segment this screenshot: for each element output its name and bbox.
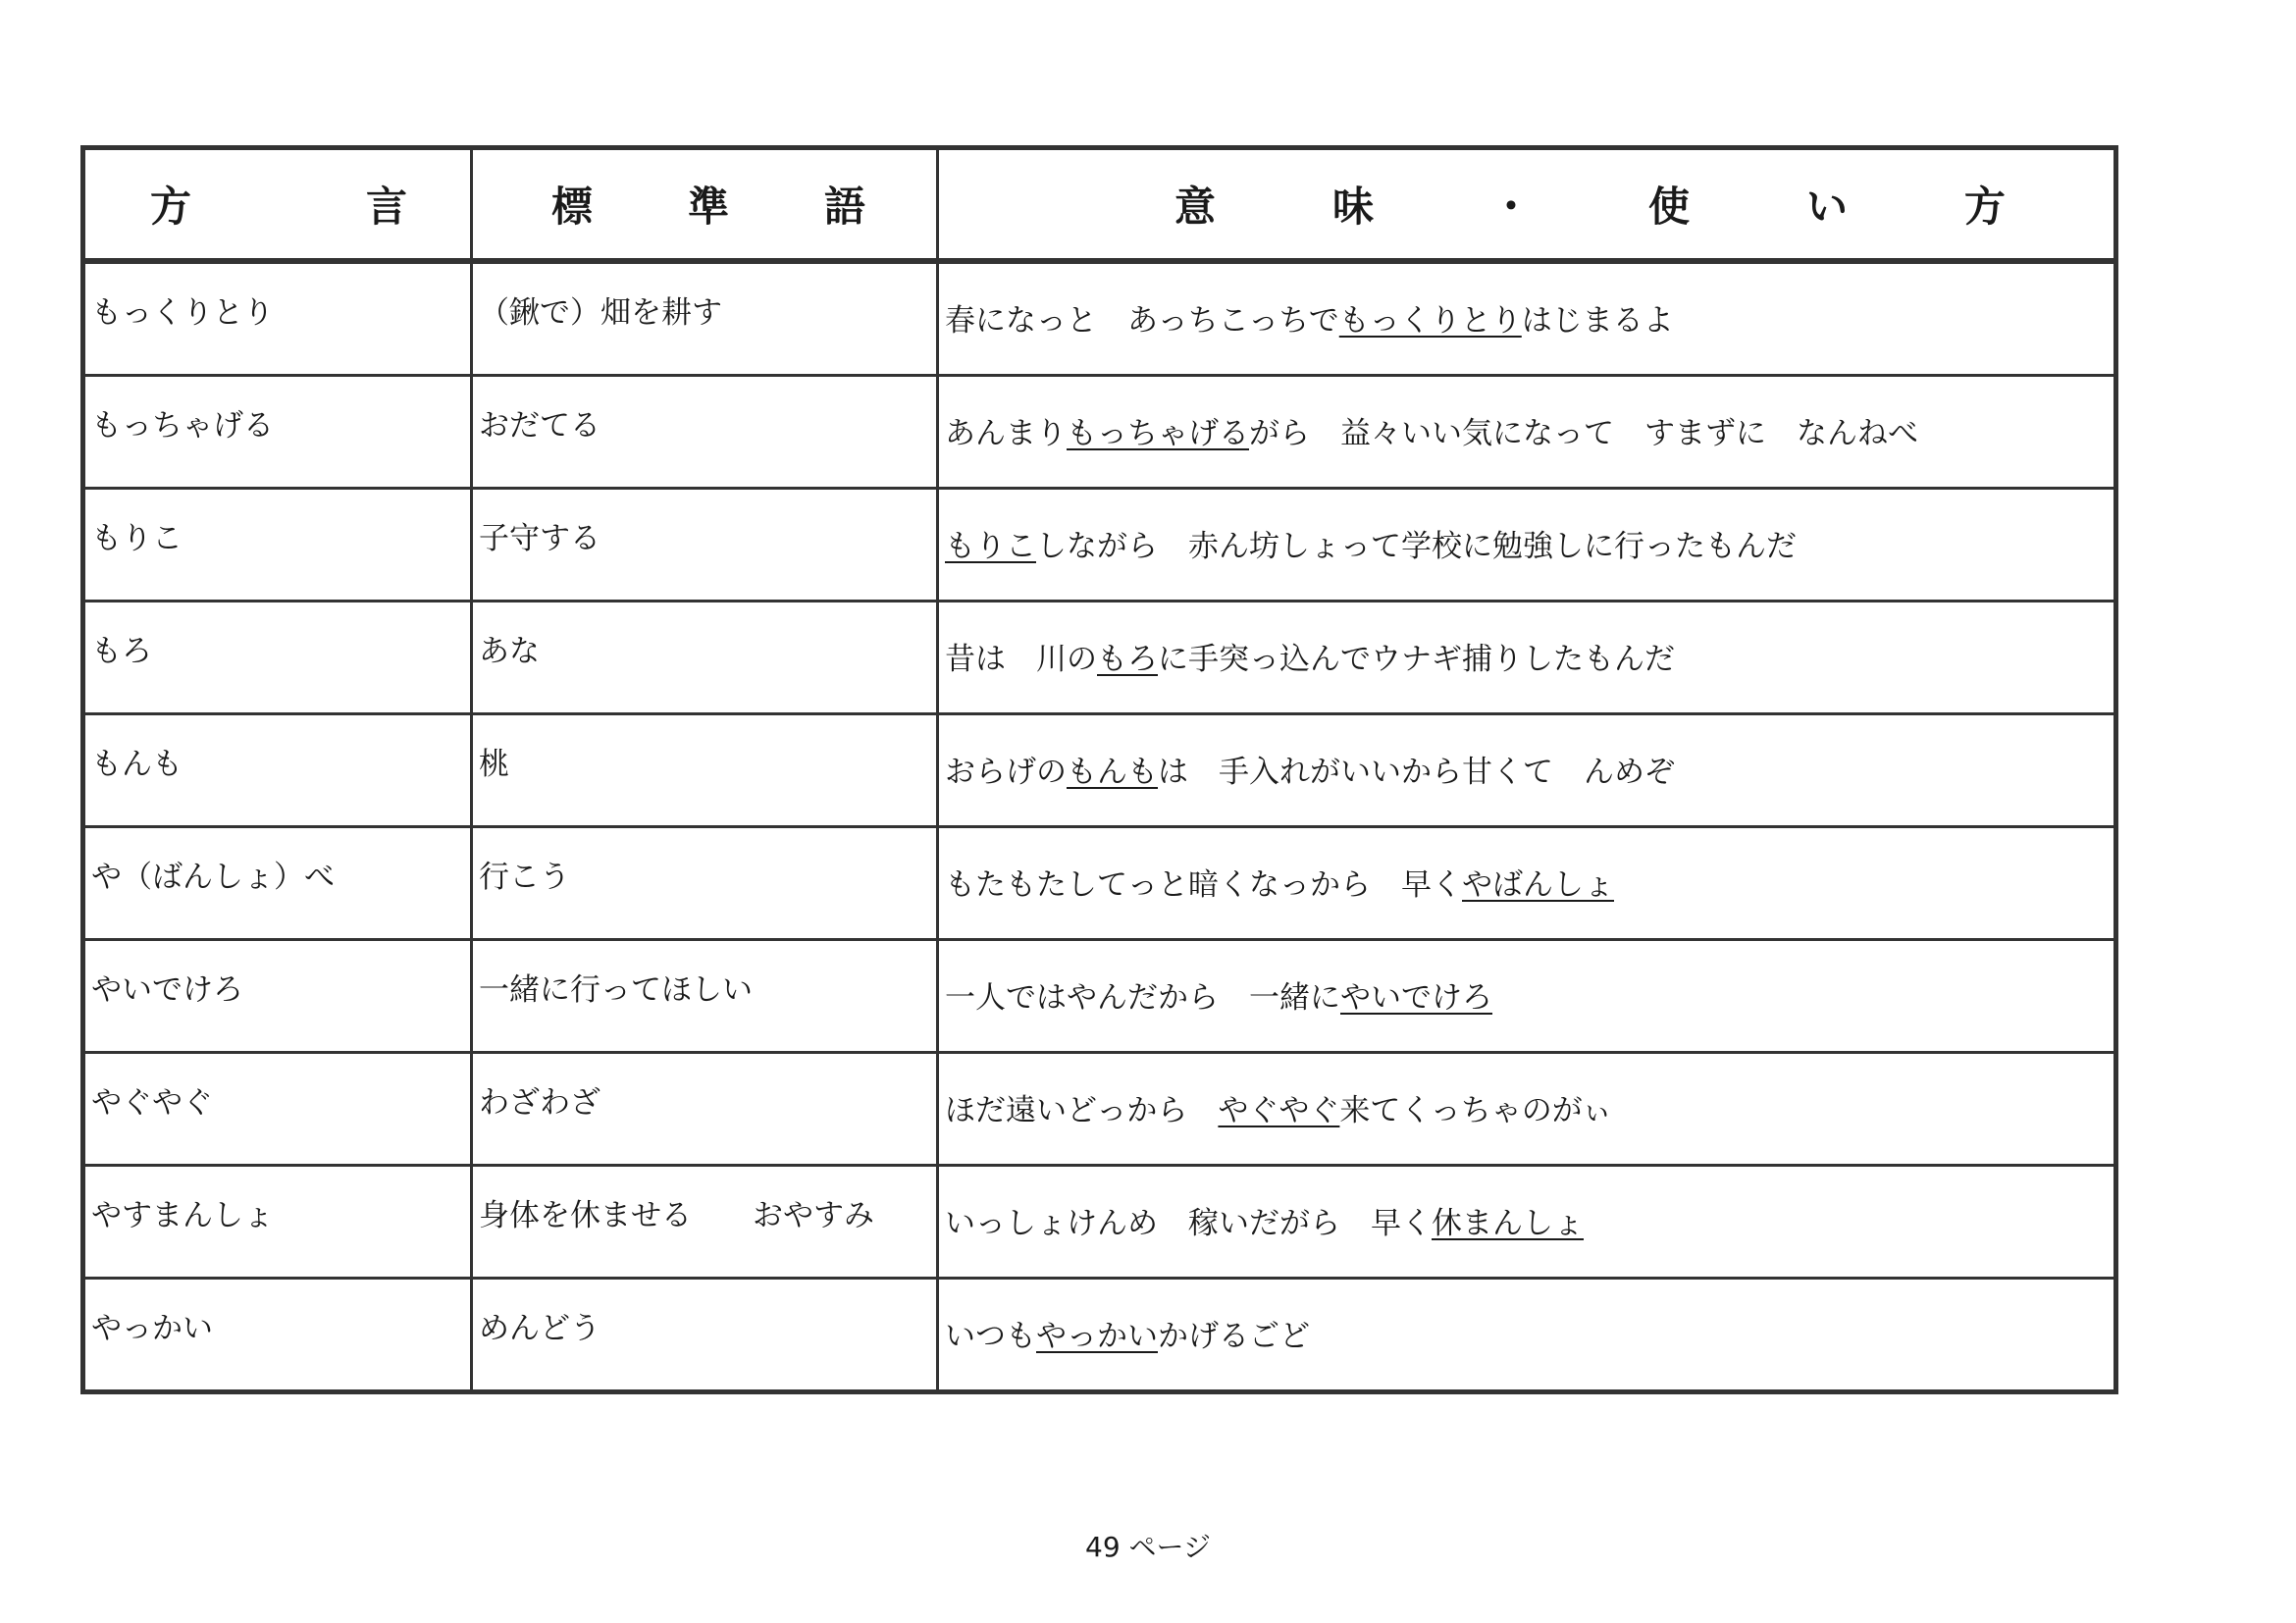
usage-term: やぐやぐ (1218, 1092, 1340, 1128)
standard-word: 桃 (479, 746, 509, 782)
header-char: 味 (1331, 183, 1374, 231)
usage-cell (938, 489, 2116, 602)
standard-word: あな (479, 633, 540, 669)
usage-term: もっくりとり (1338, 302, 1522, 339)
dialect-cell (83, 261, 472, 376)
usage-after: かげるごど (1158, 1318, 1310, 1354)
standard-cell (472, 940, 938, 1053)
header-dialect (83, 148, 472, 262)
usage-after: はじまるよ (1521, 302, 1674, 339)
standard-cell (472, 714, 938, 827)
usage-after: に手突っ込んでウナギ捕りしたもんだ (1158, 641, 1675, 677)
dialect-cell (83, 940, 472, 1053)
dialect-word: やっかい (91, 1310, 213, 1346)
standard-word: 一緒に行ってほしい (479, 971, 753, 1008)
standard-word: わざわざ (479, 1084, 600, 1121)
dialect-cell (83, 714, 472, 827)
dialect-word: もんも (91, 746, 183, 782)
header-usage (938, 148, 2116, 262)
usage-after: 来てくっちゃのがぃ (1339, 1092, 1613, 1128)
standard-cell (472, 1279, 938, 1392)
standard-cell (472, 602, 938, 714)
standard-word: 行こう (479, 859, 570, 895)
dialect-cell (83, 376, 472, 489)
usage-before: あんまり (945, 415, 1067, 451)
dialect-word: もっちゃげる (91, 407, 274, 444)
dialect-cell (83, 1279, 472, 1392)
usage-term: もっちゃげる (1067, 415, 1249, 451)
dialect-word: やいでけろ (91, 971, 243, 1008)
usage-before: もたもたしてっと暗くなっから 早く (945, 866, 1462, 903)
table-row (83, 489, 2116, 602)
usage-term: やいでけろ (1340, 979, 1492, 1016)
table-row (83, 261, 2116, 376)
page-number: 49 ページ (1085, 1531, 1211, 1563)
dialect-cell (83, 827, 472, 940)
table-row (83, 376, 2116, 489)
usage-cell (938, 261, 2116, 376)
header-char: 標 (551, 183, 594, 231)
usage-cell (938, 376, 2116, 489)
usage-term: やっかい (1036, 1318, 1158, 1354)
usage-before: 春になっと あっちこっちで (945, 302, 1339, 339)
usage-after: しながら 赤ん坊しょって学校に勉強しに行ったもんだ (1036, 528, 1797, 564)
header-char: 言 (365, 183, 407, 231)
header-char: 使 (1647, 183, 1690, 231)
header-char: 準 (687, 183, 729, 231)
dialect-word: や（ばんしょ）べ (91, 859, 335, 895)
header-char: ・ (1489, 183, 1532, 231)
usage-cell (938, 827, 2116, 940)
usage-cell (938, 1279, 2116, 1392)
header-standard (472, 148, 938, 262)
standard-cell (472, 1166, 938, 1279)
standard-word: 子守する (479, 520, 600, 556)
standard-cell (472, 376, 938, 489)
usage-term: もろ (1097, 641, 1158, 677)
header-char: 意 (1174, 183, 1217, 231)
dialect-word: もっくりとり (91, 294, 274, 331)
usage-before: 昔は 川の (945, 641, 1097, 677)
table-row (83, 714, 2116, 827)
usage-cell (938, 940, 2116, 1053)
usage-cell (938, 602, 2116, 714)
dialect-cell (83, 1053, 472, 1166)
dialect-word: やすまんしょ (91, 1197, 274, 1233)
table-row (83, 1279, 2116, 1392)
table-row (83, 1053, 2116, 1166)
standard-word: （鍬で）畑を耕す (479, 294, 722, 331)
standard-cell (472, 1053, 938, 1166)
header-char: 語 (823, 183, 865, 231)
table-row (83, 827, 2116, 940)
dialect-cell (83, 602, 472, 714)
dialect-table (80, 145, 2118, 1394)
dialect-word: やぐやぐ (91, 1084, 213, 1121)
usage-term: 休まんしょ (1432, 1205, 1584, 1241)
usage-cell (938, 1166, 2116, 1279)
standard-cell (472, 261, 938, 376)
header-char: い (1805, 183, 1848, 231)
usage-term: やばんしょ (1462, 866, 1614, 903)
usage-before: 一人ではやんだから 一緒に (945, 979, 1340, 1016)
usage-cell (938, 1053, 2116, 1166)
standard-word: めんどう (479, 1310, 600, 1346)
usage-after: は 手入れがいいから甘くて んめぞ (1158, 754, 1675, 790)
usage-before: ほだ遠いどっから (945, 1092, 1219, 1128)
usage-before: いっしょけんめ 稼いだがら 早く (945, 1205, 1432, 1241)
header-char: 方 (150, 183, 192, 231)
dialect-cell (83, 1166, 472, 1279)
usage-term: もんも (1067, 754, 1158, 790)
table-row (83, 940, 2116, 1053)
standard-cell (472, 489, 938, 602)
usage-term: もりこ (945, 528, 1036, 564)
standard-word: 身体を休ませる おやすみ (479, 1197, 874, 1233)
standard-word: おだてる (479, 407, 600, 444)
dialect-word: もりこ (91, 520, 183, 556)
usage-cell (938, 714, 2116, 827)
usage-after: がら 益々いい気になって すまずに なんねべ (1249, 415, 1918, 451)
table-row (83, 602, 2116, 714)
usage-before: おらげの (945, 754, 1067, 790)
table-row (83, 1166, 2116, 1279)
header-row (83, 148, 2116, 262)
dialect-word: もろ (91, 633, 152, 669)
dialect-cell (83, 489, 472, 602)
header-char: 方 (1963, 183, 2006, 231)
usage-before: いつも (945, 1318, 1036, 1354)
standard-cell (472, 827, 938, 940)
